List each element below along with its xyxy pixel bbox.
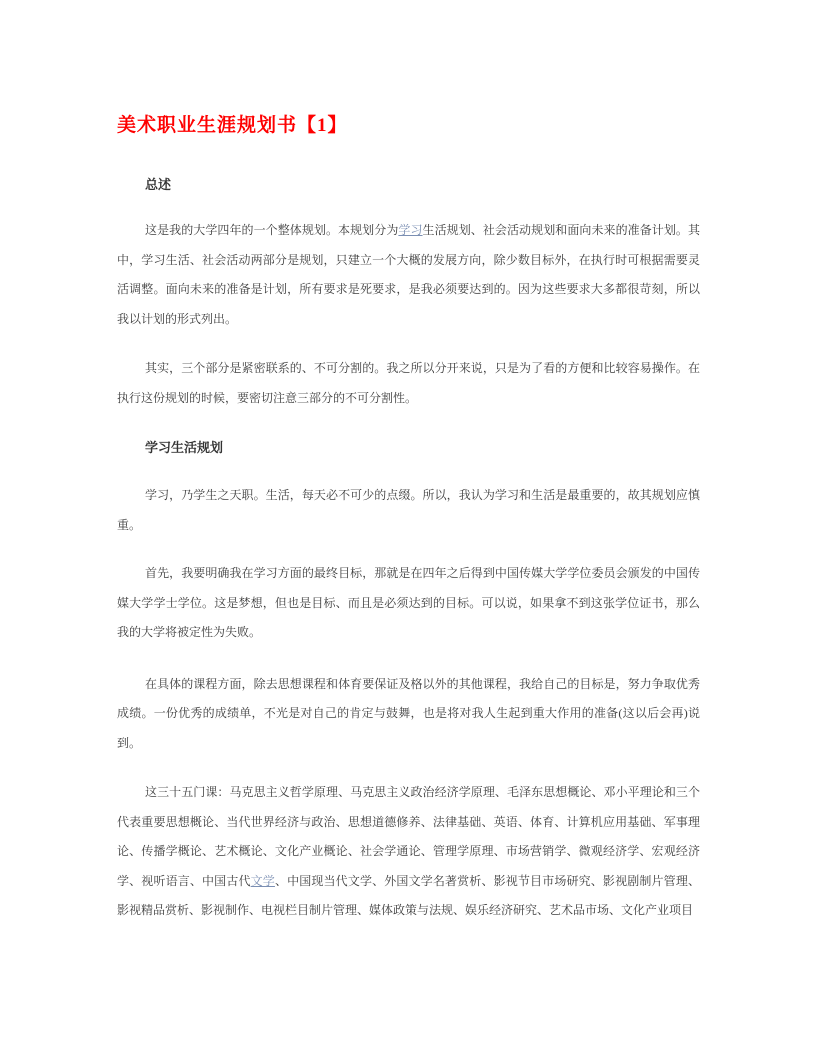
inline-link[interactable]: 文学	[250, 873, 275, 888]
text-run: 活调整。面向未来的准备是计划，所有要求是死要求，是我必须要达到的。因为这些要求大多都很苛刻，所以	[117, 282, 700, 296]
text-run: 论、传播学概论、艺术概论、文化产业概论、社会学通论、管理学原理、市场营销学、微观经济学、宏观经济	[117, 844, 700, 858]
paragraph	[117, 778, 700, 926]
section-heading: 学习生活规划	[145, 440, 224, 455]
text-run: 我以计划的形式列出。	[117, 311, 238, 326]
text-run: 影视精品赏析、影视制作、电视栏目制片管理、媒体政策与法规、娱乐经济研究、艺术品市场、文化产业项目	[117, 903, 694, 917]
inline-link[interactable]: 学习	[398, 223, 423, 237]
text-run: 学、视听语言、中国古代	[117, 873, 251, 888]
paragraph	[117, 670, 700, 759]
paragraph-line	[117, 699, 700, 729]
text-run: 重。	[117, 517, 142, 532]
paragraph-line	[117, 778, 700, 808]
text-run: 这是我的大学四年的一个整体规划。本规划分为	[145, 223, 399, 237]
paragraph	[117, 354, 700, 413]
text-run: 我的大学将被定性为失败。	[117, 625, 262, 639]
paragraph	[117, 216, 700, 334]
paragraph-line	[117, 481, 700, 511]
paragraph-line	[117, 246, 700, 276]
text-run: 其实，三个部分是紧密联系的、不可分割的。我之所以分开来说，只是为了看的方便和比较容易操作。在	[145, 361, 700, 375]
paragraph-line	[117, 275, 700, 305]
text-run: 在具体的课程方面，除去思想课程和体育要保证及格以外的其他课程，我给自己的目标是，努力争取优秀	[145, 676, 700, 691]
paragraph-line	[117, 216, 700, 246]
text-run: 执行这份规划的时候，要密切注意三部分的不可分割性。	[117, 390, 418, 405]
paragraph-line	[117, 305, 700, 335]
paragraph-line	[117, 559, 700, 589]
document-title: 美术职业生涯规划书【1】	[117, 115, 348, 136]
text-run: 到。	[117, 735, 142, 750]
section-heading: 总述	[145, 177, 172, 192]
text-run: 学习，乃学生之天职。生活，每天必不可少的点缀。所以，我认为学习和生活是最重要的，故其规划应慎	[145, 488, 700, 502]
paragraph-line	[117, 384, 700, 414]
paragraph	[117, 559, 700, 648]
text-run: 媒大学学士学位。这是梦想，但也是目标、而且是必须达到的目标。可以说，如果拿不到这张学位证书，那么	[117, 595, 700, 610]
text-run: 首先，我要明确我在学习方面的最终目标，那就是在四年之后得到中国传媒大学学位委员会颁发的中国传	[145, 566, 700, 580]
paragraph	[117, 481, 700, 540]
text-run: 、中国现当代文学、外国文学名著赏析、影视节目市场研究、影视剧制片管理、	[274, 873, 700, 888]
text-run: 代表重要思想概论、当代世界经济与政治、思想道德修养、法律基础、英语、体育、计算机应用基础、军事理	[117, 814, 700, 829]
paragraph-line	[117, 589, 700, 619]
paragraph-line	[117, 670, 700, 700]
paragraph-line	[117, 837, 700, 867]
paragraph-line	[117, 729, 700, 759]
paragraph-line	[117, 354, 700, 384]
paragraph-line	[117, 808, 700, 838]
text-run: 中，学习生活、社会活动两部分是规划，只建立一个大概的发展方向，除少数目标外，在执行时可根据需要灵	[117, 252, 700, 267]
text-run: 这三十五门课：马克思主义哲学原理、马克思主义政治经济学原理、毛泽东思想概论、邓小平理论和三个	[145, 785, 700, 799]
paragraph-line	[117, 867, 700, 897]
text-run: 成绩。一份优秀的成绩单，不光是对自己的肯定与鼓舞，也是将对我人生起到重大作用的准备(这以后会再)说	[117, 706, 700, 720]
paragraph-line	[117, 511, 700, 541]
text-run: 生活规划、社会活动规划和面向未来的准备计划。其	[422, 223, 700, 237]
paragraph-line	[117, 618, 700, 648]
document-body	[117, 176, 700, 926]
paragraph-line	[117, 896, 700, 926]
